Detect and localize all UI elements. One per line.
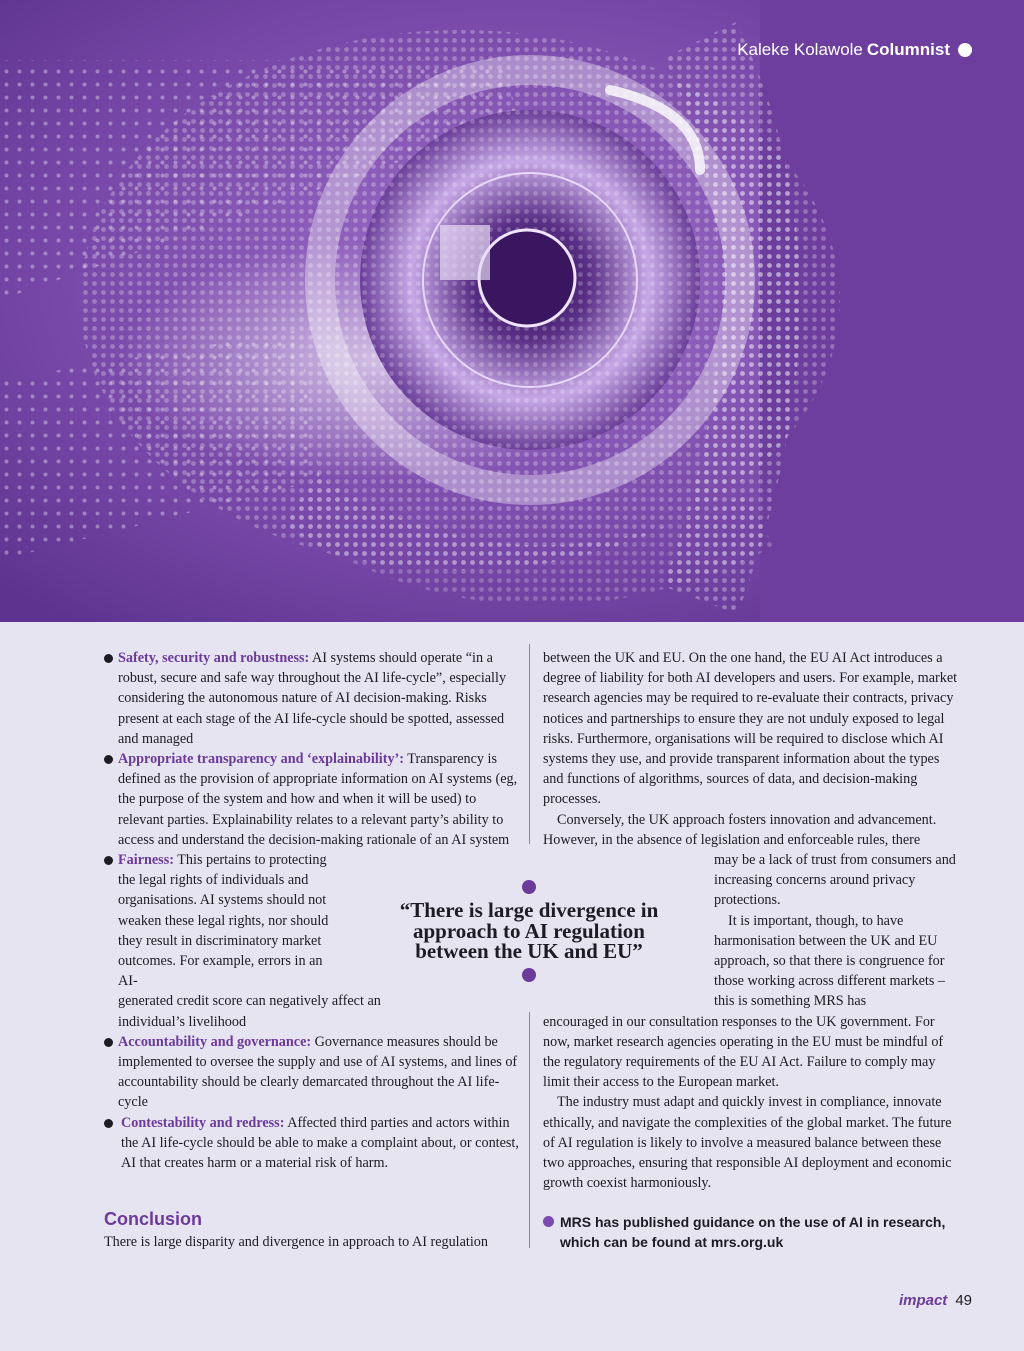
byline-dot-icon [958,43,972,57]
note-link[interactable]: mrs.org.uk [710,1234,784,1250]
pull-quote-text: “There is large divergence in approach to AI regulation between the UK and EU” [399,898,659,963]
brand-logo: impact [898,1292,948,1309]
column-divider [529,1012,530,1248]
paragraph: Conversely, the UK approach fosters innovation and advancement. However, in the absence of legislation and enforceable rules, there [543,811,937,848]
conclusion-section [104,1209,524,1252]
byline [737,40,972,60]
author-role: Columnist [866,40,950,59]
quote-dot-icon [522,880,536,894]
guidance-note [543,1212,980,1252]
right-column [543,648,961,1193]
conclusion-heading: Conclusion [104,1209,202,1229]
note-dot-icon [543,1216,554,1227]
bullet-text: Transparency is defined as the provision of appropriate information on AI systems (eg, the purpose of the system and how and when it will be used) to relevant parties. Explainability relates to a relevant party’s ability to access and understand the decision-making rationale of an AI system [118,751,518,848]
bullet-text: AI systems should operate “in a robust, secure and safe way throughout the AI life-cycle”, especially considering the autonomous nature of AI decision-making. Risks present at each stage of the AI life-cycle should be spotted, assessed and managed [118,650,507,747]
author-name: Kaleke Kolawole [737,40,863,59]
column-divider [529,644,530,844]
conclusion-text: There is large disparity and divergence in approach to AI regulation [104,1234,488,1250]
paragraph: between the UK and EU. On the one hand, the EU AI Act introduces a degree of liability for both AI developers and users. For example, market research agencies may be required to re-evaluate their contracts, privacy notices and partnerships to ensure they are not unduly exposed to legal risks. Furthermore, organisations will be required to disclose which AI systems they use, and provide transparent information about the types and functions of algorithms, sources of data, and decision-making processes. [543,650,958,808]
note-text: MRS has published guidance on the use of AI in research, which can be found at [560,1214,946,1250]
paragraph: may be a lack of trust from consumers and increasing concerns around privacy protections. [714,852,956,909]
bullet-accountability [104,1032,520,1113]
bullet-text: This pertains to protecting the legal rights of individuals and organisations. AI systems should not weaken these legal rights, nor should they result in discriminatory market outcomes. For example, errors in an AI- [118,852,329,990]
bullet-dot-icon [104,1119,113,1128]
bullet-dot-icon [104,1038,113,1047]
bullet-heading: Appropriate transparency and ‘explainability’: [118,751,405,768]
bullet-heading: Contestability and redress: [121,1114,285,1131]
paragraph: The industry must adapt and quickly invest in compliance, innovate ethically, and navigate the complexities of the global market. The future of AI regulation is likely to involve a measured balance between these two approaches, ensuring that responsible AI deployment and economic growth coexist harmoniously. [543,1094,952,1192]
page-footer [899,1292,972,1309]
bullet-transparency [104,749,520,850]
page-number: 49 [955,1292,972,1309]
paragraph: It is important, though, to have harmonisation between the UK and EU approach, so that there is congruence for those working across different markets – this is something MRS has [714,912,946,1010]
bullet-heading: Fairness: [118,852,174,869]
bullet-contestability [104,1113,520,1174]
bullet-safety [104,648,520,749]
bullet-dot-icon [104,654,113,663]
bullet-heading: Safety, security and robustness: [118,650,310,666]
paragraph: encouraged in our consultation responses to the UK government. For now, market research agencies operating in the EU must be mindful of the regulatory requirements of the EU AI Act. Failure to comply may limit their access to the European market. [543,1013,944,1091]
bullet-text: Governance measures should be implemented to oversee the supply and use of AI systems, and lines of accountability should be clearly demarcated throughout the AI life-cycle [118,1033,518,1111]
quote-dot-icon [522,968,536,982]
eye-illustration [0,0,1024,622]
bullet-text: Affected third parties and actors within the AI life-cycle should be able to make a complaint about, or contest, AI that creates harm or a material risk of harm. [121,1114,519,1172]
bullet-text: generated credit score can negatively affect an individual’s livelihood [118,993,381,1030]
bullet-dot-icon [104,856,113,865]
bullet-fairness-wrap [118,850,336,991]
hero-image [0,0,1024,622]
bullet-dot-icon [104,755,113,764]
bullet-heading: Accountability and governance: [118,1033,312,1050]
